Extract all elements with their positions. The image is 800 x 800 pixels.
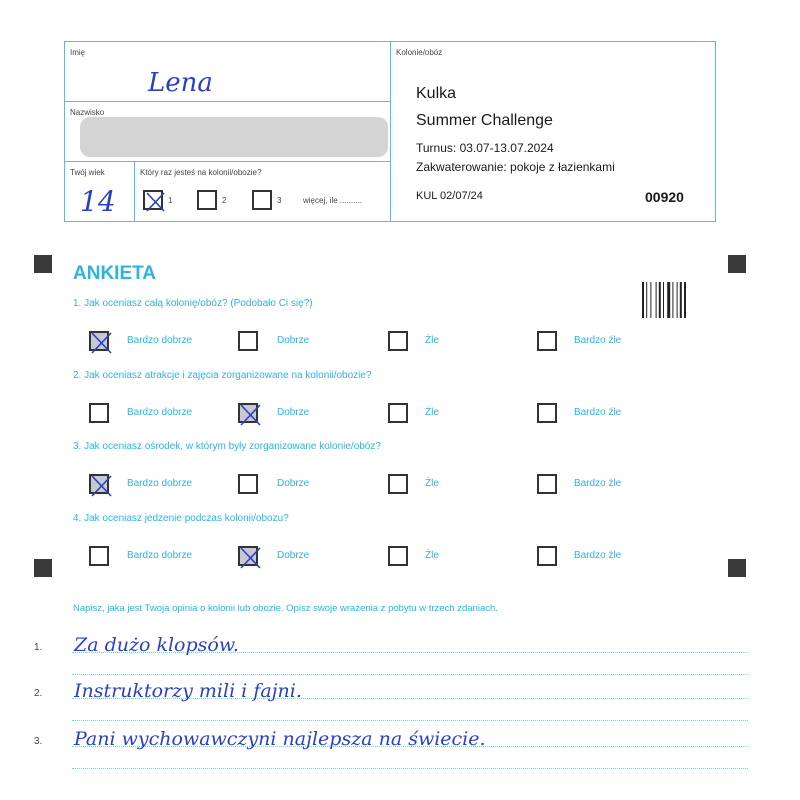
question-1-option-1-label: Bardzo dobrze: [127, 335, 193, 346]
surname-label: Nazwisko: [70, 108, 105, 117]
x-mark-icon: [142, 189, 168, 215]
barcode-bar: [684, 282, 686, 318]
x-mark-icon: [88, 330, 114, 356]
times-option-3: 3: [277, 196, 282, 205]
opinion-number-3: 3.: [34, 736, 43, 747]
x-mark-icon: [88, 473, 114, 499]
camp-place: Kulka: [416, 85, 457, 102]
question-2-option-4-label: Bardzo źle: [574, 407, 622, 418]
question-3-checkbox-2[interactable]: [238, 474, 258, 494]
opinion-number-2: 2.: [34, 688, 43, 699]
question-1-checkbox-4[interactable]: [537, 331, 557, 351]
question-2-text: 2. Jak oceniasz atrakcje i zajęcia zorganizowane na kolonii/obozie?: [73, 370, 372, 381]
barcode-bar: [646, 282, 647, 318]
question-3-checkbox-1[interactable]: [89, 474, 109, 494]
question-2-checkbox-4[interactable]: [537, 403, 557, 423]
x-mark-icon: [237, 402, 263, 428]
question-4-option-3-label: Źle: [425, 550, 439, 561]
opinion-answer-2: Instruktorzy mili i fajni.: [74, 680, 302, 702]
times-label: Który raz jesteś na kolonii/obozie?: [140, 168, 262, 177]
times-more-label: więcej, ile ..........: [303, 196, 363, 205]
barcode-bar: [663, 282, 664, 318]
question-4-text: 4. Jak oceniasz jedzenie podczas kolonii/obozu?: [73, 513, 289, 524]
question-4-option-1-label: Bardzo dobrze: [127, 550, 193, 561]
question-1-option-3-label: Źle: [425, 335, 439, 346]
surname-divider: [64, 161, 390, 162]
barcode: [642, 282, 698, 318]
registration-marker-top-right: [728, 255, 746, 273]
question-2-checkbox-3[interactable]: [388, 403, 408, 423]
question-3-option-3-label: Źle: [425, 478, 439, 489]
question-4-checkbox-4[interactable]: [537, 546, 557, 566]
form-number: 00920: [645, 189, 684, 205]
times-option-2: 2: [222, 196, 227, 205]
question-1-checkbox-1[interactable]: [89, 331, 109, 351]
barcode-bar: [650, 282, 651, 318]
barcode-bar: [667, 282, 670, 318]
question-3-checkbox-4[interactable]: [537, 474, 557, 494]
question-2-checkbox-2[interactable]: [238, 403, 258, 423]
opinion-prompt: Napisz, jaka jest Twoja opinia o kolonii lub obozie. Opisz swoje wrażenia z pobytu w trzech zdaniach.: [73, 603, 498, 614]
question-1-checkbox-2[interactable]: [238, 331, 258, 351]
camp-turnus: Turnus: 03.07-13.07.2024: [416, 141, 554, 155]
question-3-option-2-label: Dobrze: [277, 478, 310, 489]
barcode-bar: [642, 282, 644, 318]
barcode-bar: [677, 282, 678, 318]
question-3-option-1-label: Bardzo dobrze: [127, 478, 193, 489]
question-2-option-2-label: Dobrze: [277, 407, 310, 418]
registration-marker-top-left: [34, 255, 52, 273]
x-mark-icon: [237, 545, 263, 571]
question-4-checkbox-2[interactable]: [238, 546, 258, 566]
opinion-line-3b: [72, 768, 748, 769]
age-label: Twój wiek: [70, 168, 105, 177]
name-label: Imię: [70, 48, 86, 57]
question-1-checkbox-3[interactable]: [388, 331, 408, 351]
barcode-bar: [659, 282, 661, 318]
age-divider: [134, 161, 135, 221]
opinion-number-1: 1.: [34, 642, 43, 653]
question-2-option-3-label: Źle: [425, 407, 439, 418]
question-1-option-2-label: Dobrze: [277, 335, 310, 346]
opinion-answer-3: Pani wychowawczyni najlepsza na świecie.: [74, 728, 486, 750]
survey-title: ANKIETA: [73, 263, 157, 284]
camp-name: Summer Challenge: [416, 112, 553, 129]
question-4-checkbox-3[interactable]: [388, 546, 408, 566]
times-option-1: 1: [168, 196, 173, 205]
registration-marker-bottom-right: [728, 559, 746, 577]
registration-marker-bottom-left: [34, 559, 52, 577]
times-checkbox-1[interactable]: [143, 190, 163, 210]
question-3-text: 3. Jak oceniasz ośrodek, w którym były zorganizowane kolonie/obóz?: [73, 441, 381, 452]
question-4-checkbox-1[interactable]: [89, 546, 109, 566]
camp-code: KUL 02/07/24: [416, 190, 483, 202]
question-3-option-4-label: Bardzo źle: [574, 478, 622, 489]
header-divider: [390, 41, 391, 222]
times-checkbox-3[interactable]: [252, 190, 272, 210]
barcode-bar: [672, 282, 673, 318]
name-value: Lena: [148, 68, 213, 98]
question-1-text: 1. Jak oceniasz całą kolonię/obóz? (Podobało Ci się?): [73, 298, 313, 309]
barcode-bar: [680, 282, 682, 318]
question-1-option-4-label: Bardzo źle: [574, 335, 622, 346]
surname-redaction: [80, 117, 388, 157]
question-3-checkbox-3[interactable]: [388, 474, 408, 494]
question-2-checkbox-1[interactable]: [89, 403, 109, 423]
camp-label: Kolonie/obóz: [396, 48, 443, 57]
barcode-bar: [656, 282, 657, 318]
times-checkbox-2[interactable]: [197, 190, 217, 210]
question-4-option-2-label: Dobrze: [277, 550, 310, 561]
opinion-answer-1: Za dużo klopsów.: [74, 634, 239, 656]
age-value: 14: [80, 185, 116, 218]
opinion-line-1b: [72, 674, 748, 675]
camp-accommodation: Zakwaterowanie: pokoje z łazienkami: [416, 160, 615, 174]
question-2-option-1-label: Bardzo dobrze: [127, 407, 193, 418]
opinion-line-2b: [72, 720, 748, 721]
question-4-option-4-label: Bardzo źle: [574, 550, 622, 561]
name-divider: [64, 101, 390, 102]
